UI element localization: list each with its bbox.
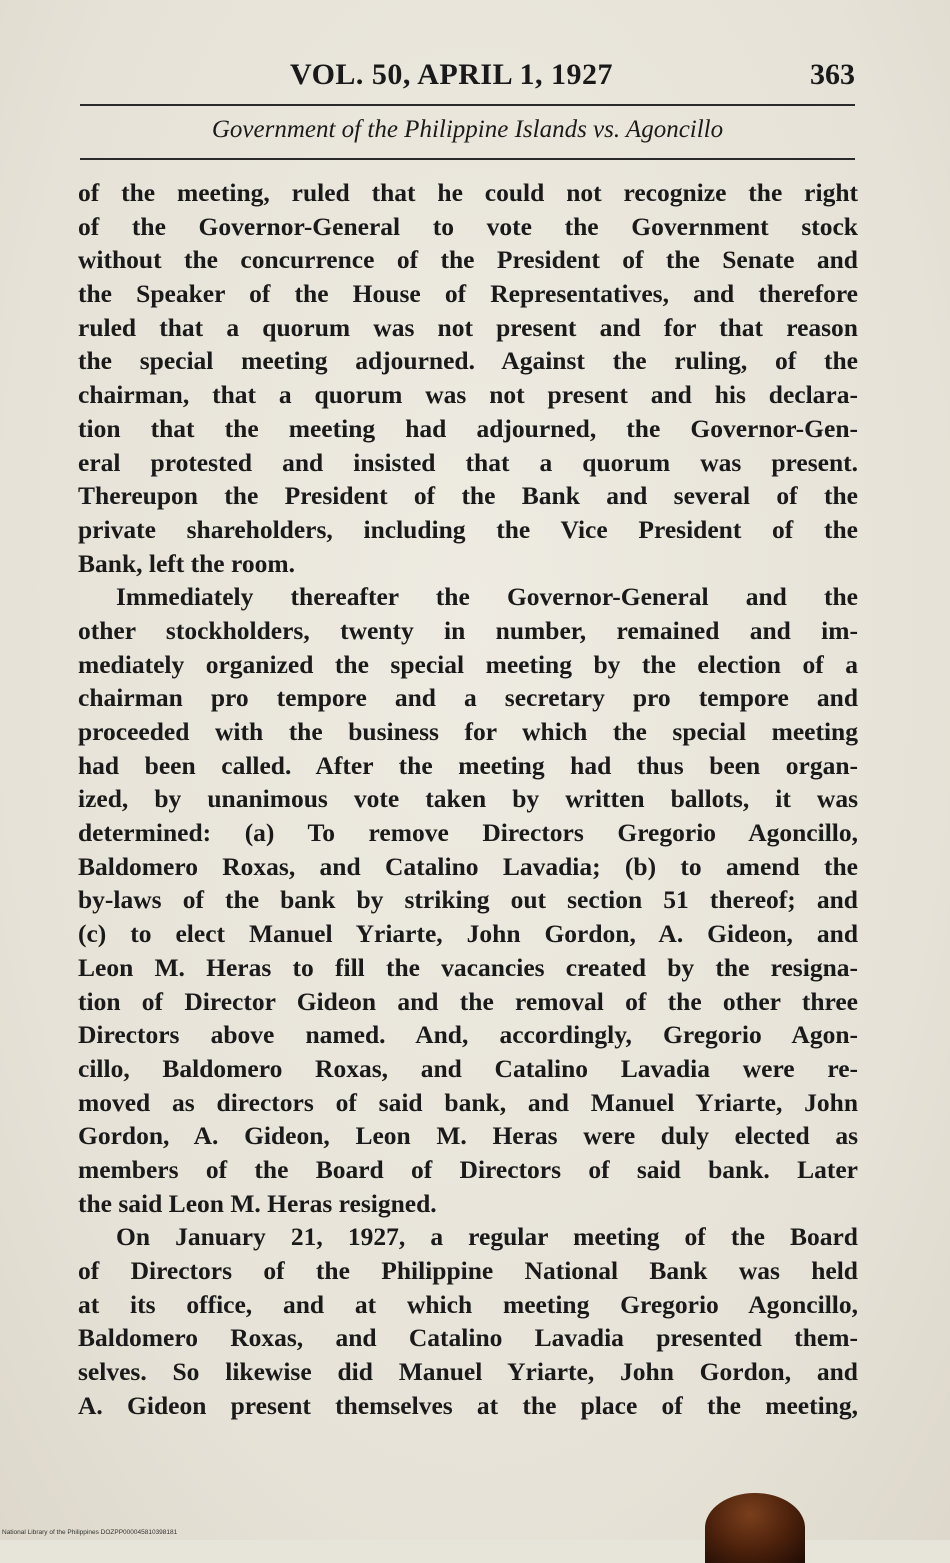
text-line: Baldomero Roxas, and Catalino Lavadia presented them- [78, 1323, 858, 1353]
text-line: Directors above named. And, accordingly, Gregorio Agon- [78, 1020, 858, 1050]
body-text [78, 176, 858, 1422]
text-line: Bank, left the room. [78, 548, 295, 578]
text-line: the special meeting adjourned. Against the ruling, of the [78, 346, 858, 376]
running-head [80, 58, 855, 98]
text-line: of the meeting, ruled that he could not recognize the right [78, 178, 858, 207]
text-line: selves. So likewise did Manuel Yriarte, John Gordon, and [78, 1357, 858, 1387]
text-line: Leon M. Heras to fill the vacancies created by the resigna- [78, 952, 858, 982]
text-line: other stockholders, twenty in number, remained and im- [78, 615, 858, 645]
text-line: chairman, that a quorum was not present and his declara- [78, 380, 858, 410]
text-line: ized, by unanimous vote taken by written ballots, it was [78, 784, 858, 814]
text-line: Immediately thereafter the Governor-General and the [116, 582, 858, 612]
text-line: the Speaker of the House of Representatives, and therefore [78, 279, 858, 309]
text-line: ruled that a quorum was not present and for that reason [78, 312, 858, 342]
text-line: Gordon, A. Gideon, Leon M. Heras were duly elected as [78, 1121, 858, 1151]
text-line: Baldomero Roxas, and Catalino Lavadia; (b) to amend the [78, 851, 858, 881]
text-line: at its office, and at which meeting Gregorio Agoncillo, [78, 1289, 858, 1319]
text-line: tion that the meeting had adjourned, the Governor-Gen- [78, 413, 858, 443]
text-line: Thereupon the President of the Bank and several of the [78, 481, 858, 511]
page-number: 363 [810, 58, 855, 91]
text-line: tion of Director Gideon and the removal of the other three [78, 986, 858, 1016]
header-rule-bottom [80, 158, 855, 160]
case-title: Government of the Philippine Islands vs. Agoncillo [211, 116, 724, 143]
text-line: private shareholders, including the Vice President of the [78, 514, 858, 544]
text-line: On January 21, 1927, a regular meeting of the Board [116, 1222, 858, 1252]
text-line: of the Governor-General to vote the Government stock [78, 211, 858, 241]
text-line: proceeded with the business for which the special meeting [78, 717, 858, 746]
archive-stamp: National Library of the Philippines DOZPP000045810398181 [2, 1529, 178, 1536]
text-line: members of the Board of Directors of said bank. Later [78, 1154, 858, 1184]
volume-date-heading: VOL. 50, APRIL 1, 1927 [290, 58, 613, 91]
text-line: (c) to elect Manuel Yriarte, John Gordon, A. Gideon, and [78, 919, 858, 949]
text-line: mediately organized the special meeting by the election of a [78, 649, 858, 679]
text-line: A. Gideon present themselves at the place of the meeting, [78, 1390, 858, 1420]
text-line: cillo, Baldomero Roxas, and Catalino Lavadia were re- [78, 1053, 858, 1083]
text-line: had been called. After the meeting had thus been organ- [78, 750, 858, 780]
text-line: by-laws of the bank by striking out section 51 thereof; and [78, 885, 858, 915]
text-line: determined: (a) To remove Directors Gregorio Agoncillo, [78, 818, 858, 848]
text-line: of Directors of the Philippine National Bank was held [78, 1256, 858, 1285]
header-rule-top [80, 104, 855, 106]
text-line: moved as directors of said bank, and Manuel Yriarte, John [78, 1087, 858, 1117]
text-line: the said Leon M. Heras resigned. [78, 1188, 437, 1218]
scanner-thumb-shadow [705, 1493, 805, 1563]
text-line: chairman pro tempore and a secretary pro tempore and [78, 683, 858, 713]
text-line: eral protested and insisted that a quorum was present. [78, 447, 858, 477]
text-line: without the concurrence of the President of the Senate and [78, 245, 858, 275]
